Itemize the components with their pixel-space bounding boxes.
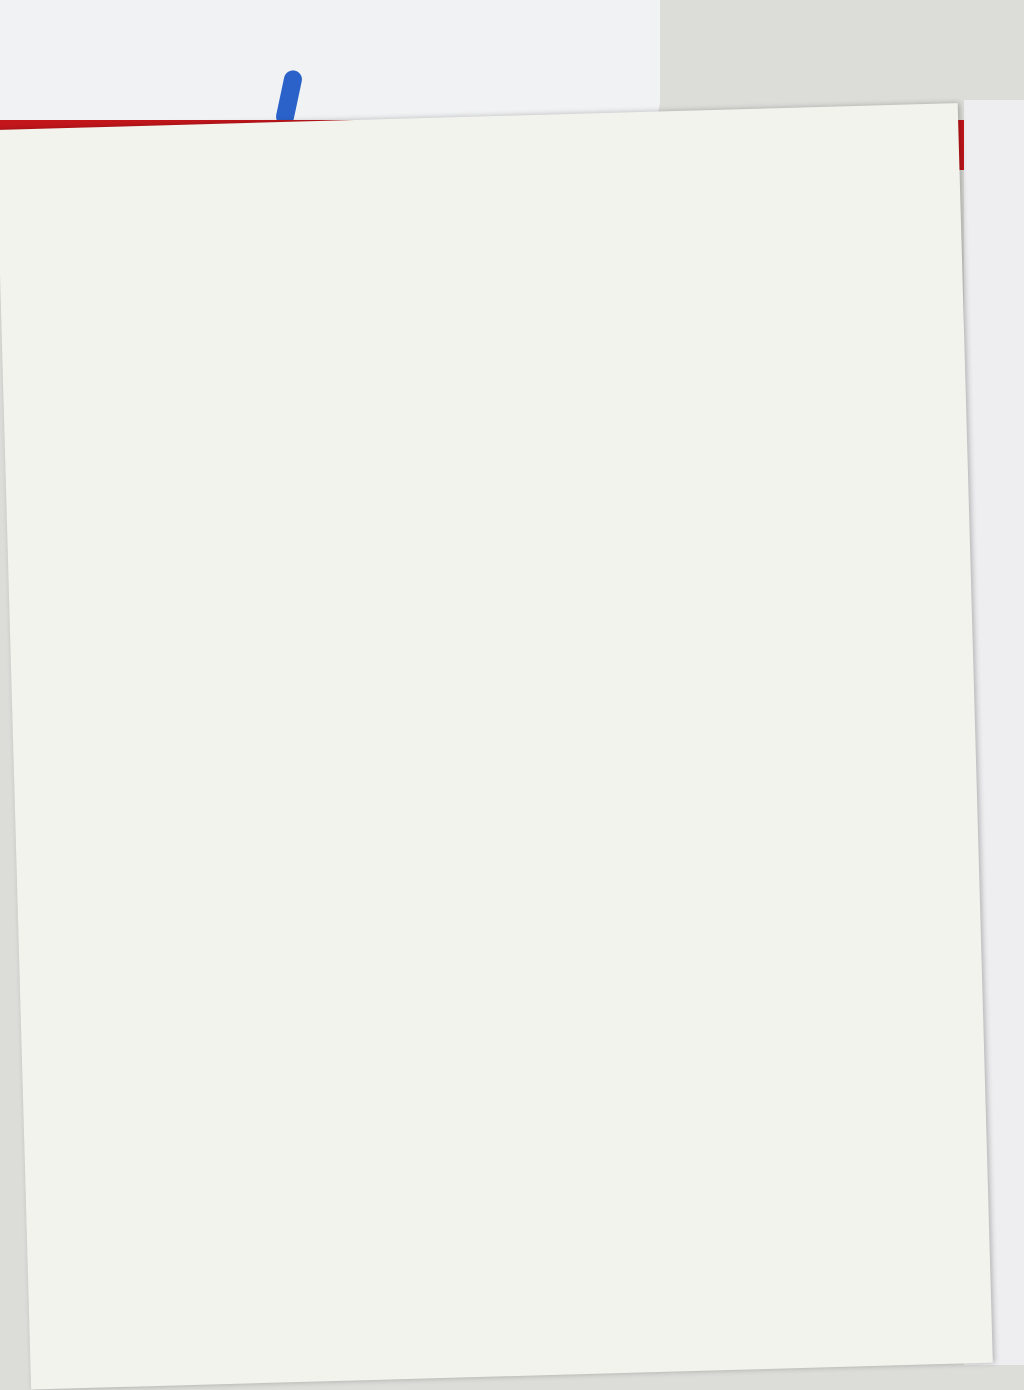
floor-header bbox=[8, 480, 10, 560]
title-kyrgyz bbox=[0, 206, 858, 230]
apartment-number-header bbox=[75, 387, 115, 528]
area-group-header-ky bbox=[386, 285, 956, 301]
bag-print-mark bbox=[274, 69, 303, 128]
room-name-header bbox=[143, 381, 333, 386]
title-russian bbox=[0, 238, 859, 262]
room-number-header bbox=[27, 378, 67, 529]
document-page bbox=[0, 103, 993, 1389]
area-group-header-ru bbox=[387, 309, 957, 325]
